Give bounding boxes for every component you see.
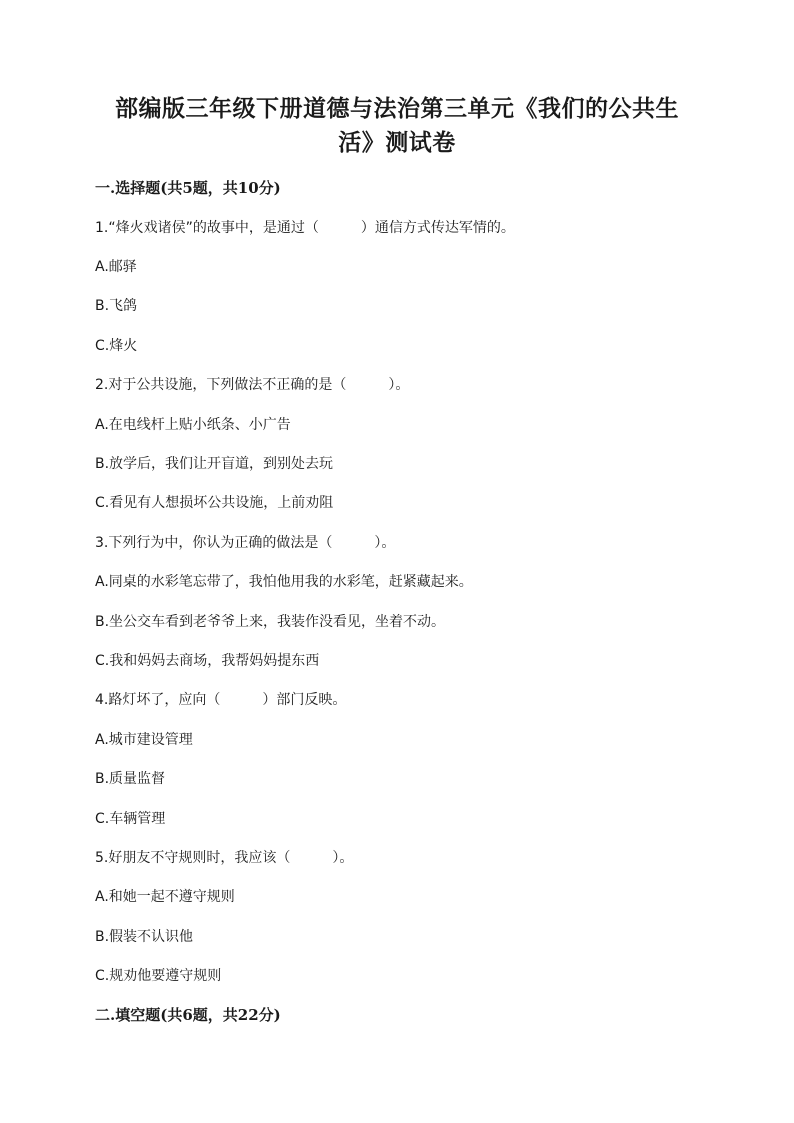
question-1-option-c: C.烽火 — [95, 338, 138, 354]
question-3-stem: 3.下列行为中，你认为正确的做法是（ ）。 — [95, 535, 396, 551]
question-1-option-a: A.邮驿 — [95, 259, 137, 275]
question-5-option-a: A.和她一起不遵守规则 — [95, 889, 235, 905]
question-3-option-a: A.同桌的水彩笔忘带了，我怕他用我的水彩笔，赶紧藏起来。 — [95, 574, 473, 590]
title-line-1: 部编版三年级下册道德与法治第三单元《我们的公共生 — [115, 95, 679, 122]
question-3-option-b: B.坐公交车看到老爷爷上来，我装作没看见，坐着不动。 — [95, 614, 446, 630]
question-5-stem: 5.好朋友不守规则时，我应该（ ）。 — [95, 850, 354, 866]
question-4-stem: 4.路灯坏了，应向（ ）部门反映。 — [95, 692, 347, 708]
question-1-option-b: B.飞鸽 — [95, 298, 138, 314]
question-4-option-c: C.车辆管理 — [95, 811, 166, 827]
question-2-option-b: B.放学后，我们让开盲道，到别处去玩 — [95, 456, 334, 472]
question-4-option-a: A.城市建设管理 — [95, 732, 193, 748]
question-4-option-b: B.质量监督 — [95, 771, 166, 787]
question-2-option-c: C.看见有人想损坏公共设施，上前劝阻 — [95, 495, 334, 511]
question-5-option-c: C.规劝他要遵守规则 — [95, 968, 222, 984]
question-5-option-b: B.假装不认识他 — [95, 929, 194, 945]
section-heading-choice: 一.选择题(共5题，共10分) — [95, 179, 281, 197]
question-2-stem: 2.对于公共设施，下列做法不正确的是（ ）。 — [95, 377, 410, 393]
title-line-2: 活》测试卷 — [338, 129, 456, 156]
document-title — [95, 92, 699, 160]
question-1-stem: 1.“烽火戏诸侯”的故事中，是通过（ ）通信方式传达军情的。 — [95, 220, 515, 236]
question-2-option-a: A.在电线杆上贴小纸条、小广告 — [95, 417, 291, 433]
question-3-option-c: C.我和妈妈去商场，我帮妈妈提东西 — [95, 653, 320, 669]
section-heading-fill-in: 二.填空题(共6题，共22分) — [95, 1006, 281, 1024]
